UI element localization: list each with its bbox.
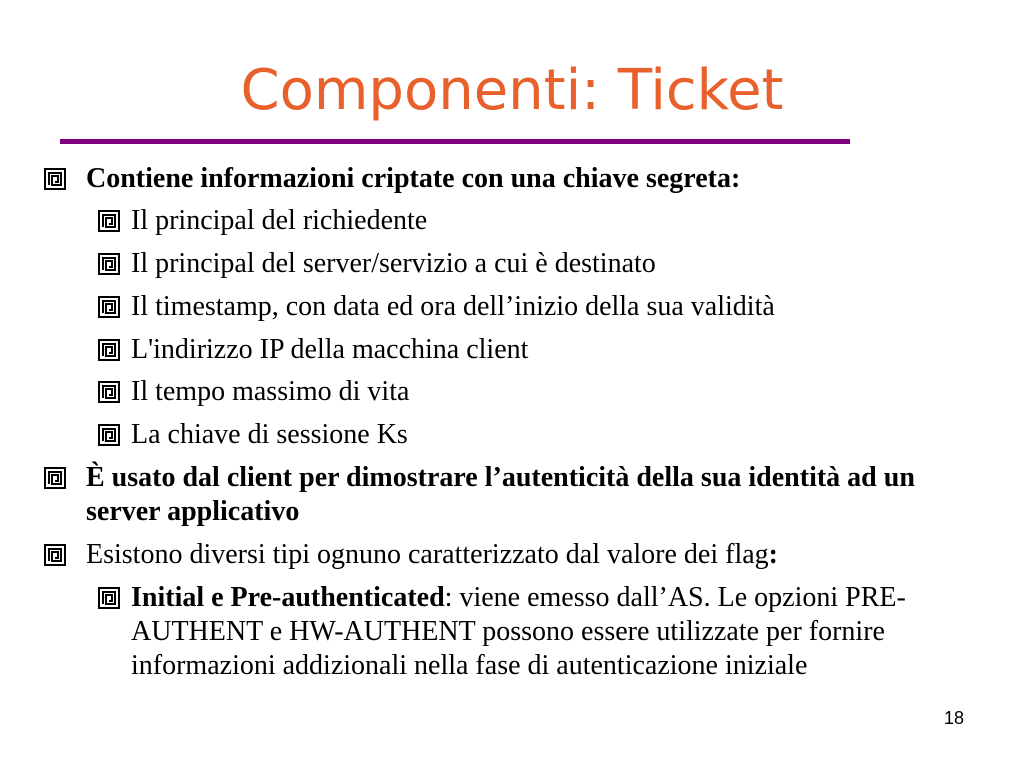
greek-key-bullet-icon xyxy=(98,339,120,361)
sub-bullet-item xyxy=(131,247,991,281)
bullet-text: Il principal del server/servizio a cui è destinato xyxy=(131,248,656,279)
bullet-text: Il principal del richiedente xyxy=(131,205,428,236)
bullet-text: L'indirizzo IP della macchina client xyxy=(131,334,529,365)
bullet-text: Esistono diversi tipi ognuno caratterizzato dal valore dei flag xyxy=(86,539,769,570)
greek-key-bullet-icon xyxy=(44,544,66,566)
greek-key-bullet-icon xyxy=(44,168,66,190)
bullet-bold-suffix: : xyxy=(768,539,778,570)
bullet-bold-text: Contiene informazioni criptate con una chiave segreta: xyxy=(86,163,741,194)
sub-bullet-item xyxy=(131,204,991,238)
bullet-text: : viene emesso dall’AS. Le opzioni PRE-AUTHENT e HW-AUTHENT possono essere utilizzate per fornire informazioni addizionali nella fase di autenticazione iniziale xyxy=(131,582,906,681)
greek-key-bullet-icon xyxy=(98,424,120,446)
greek-key-bullet-icon xyxy=(98,253,120,275)
bullet-bold-text: È usato dal client per dimostrare l’autenticità della sua identità ad un server applicativo xyxy=(86,462,915,527)
greek-key-bullet-icon xyxy=(98,587,120,609)
sub-bullet-item xyxy=(131,418,991,452)
sub-bullet-item xyxy=(131,333,991,367)
slide-title: Componenti: Ticket xyxy=(240,58,784,123)
page-number: 18 xyxy=(943,708,964,728)
bullet-item xyxy=(86,538,966,572)
bullet-item xyxy=(86,461,966,529)
sub-bullet-item xyxy=(131,375,991,409)
sub-bullet-item xyxy=(131,290,991,324)
greek-key-bullet-icon xyxy=(98,381,120,403)
greek-key-bullet-icon xyxy=(44,467,66,489)
bullet-text: Il timestamp, con data ed ora dell’inizio della sua validità xyxy=(131,291,775,322)
greek-key-bullet-icon xyxy=(98,210,120,232)
sub-bullet-item xyxy=(131,581,981,683)
bullet-text: Il tempo massimo di vita xyxy=(131,376,410,407)
bullet-text: La chiave di sessione Ks xyxy=(131,419,408,450)
greek-key-bullet-icon xyxy=(98,296,120,318)
title-divider xyxy=(60,139,850,144)
bullet-bold-text: Initial e Pre-authenticated xyxy=(131,582,445,613)
bullet-item xyxy=(86,162,966,196)
